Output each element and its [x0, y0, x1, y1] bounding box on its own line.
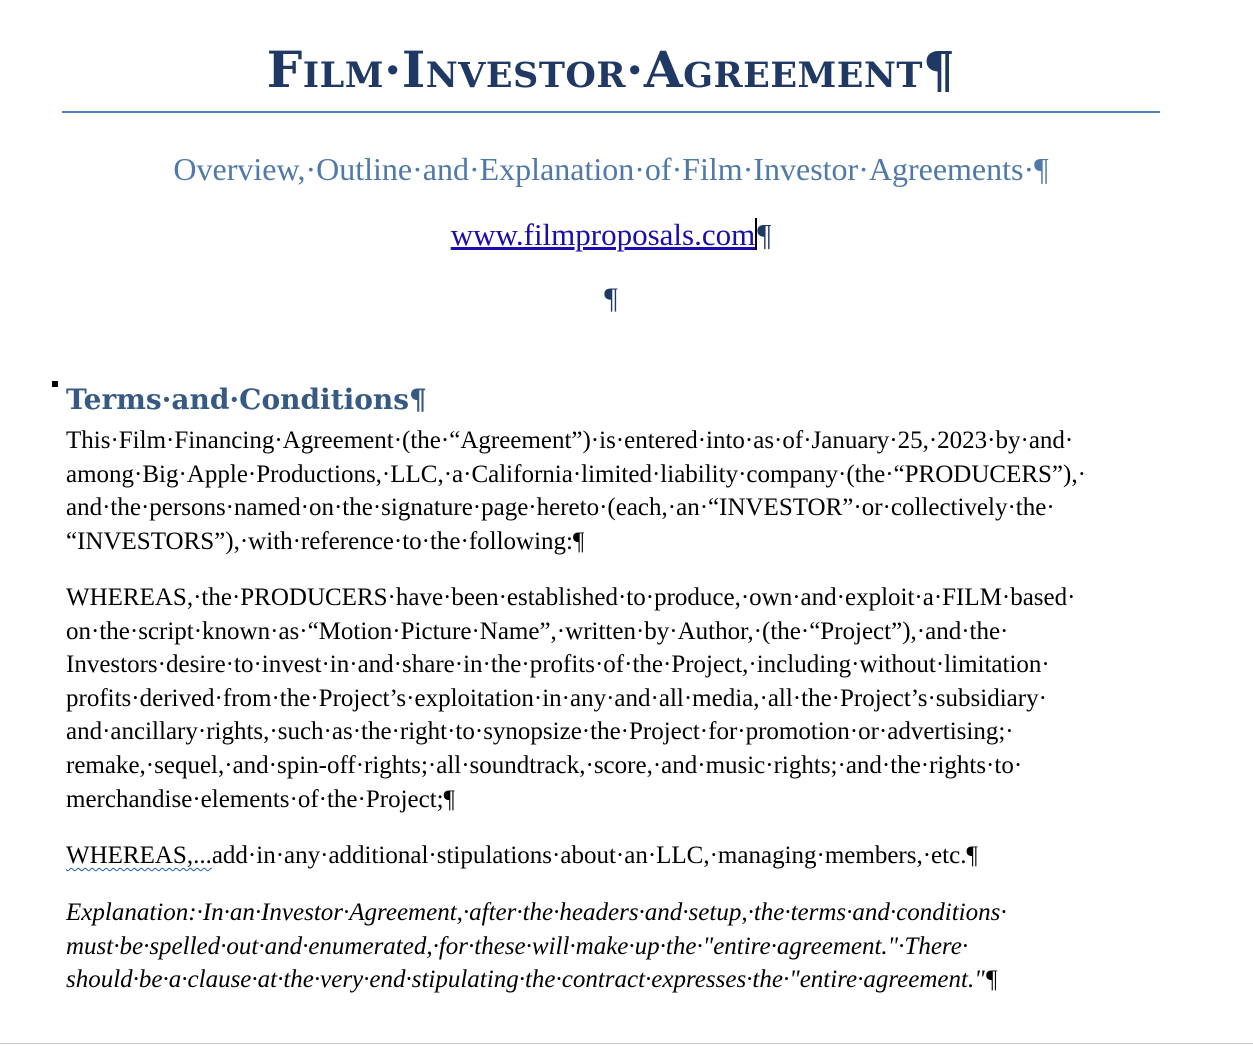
website-line: [62, 216, 1160, 254]
paragraph-whereas-producers: WHEREAS,·the·PRODUCERS·have·been·established·to·produce,·own·and·exploit·a·FILM·based· on·the·script·known·as·“Motion·Picture·Name”,·written·by·Author,·(the·“Project”),·and·the· Investors·desire·to·invest·in·and·share·in·the·profits·of·the·Project,·including·without·limitation· profits·derived·from·the·Project’s·exploitation·in·any·and·all·media,·all·the·Project’s·subsidiary· and·ancillary·rights,·such·as·the·right·to·synopsize·the·Project·for·promotion·or·advertising;· remake,·sequel,·and·spin-off·rights;·all·soundtrack,·score,·and·music·rights;·and·the·rights·to· merchandise·elements·of·the·Project;¶: [66, 584, 1076, 813]
title-underline-rule: [62, 111, 1160, 113]
section-heading: Terms·and·Conditions¶: [66, 383, 427, 416]
paragraph-explanation: Explanation:·In·an·Investor·Agreement,·after·the·headers·and·setup,·the·terms·and·conditions· must·be·spelled·out·and·enumerated,·for·these·will·make·up·the·"entire·agreement."·There· should·be·a·clause·at·the·very·end·stipulating·the·contract·expresses·the·"entire·agreement."¶: [66, 899, 1007, 994]
website-link[interactable]: www.filmproposals.com: [450, 217, 756, 252]
document-subtitle: Overview,·Outline·and·Explanation·of·Film·Investor·Agreements·¶: [173, 151, 1049, 187]
paragraph-whereas-llc-text: add·in·any·additional·stipulations·about·an·LLC,·managing·members,·etc.¶: [211, 842, 978, 869]
title-text: Film·Investor·Agreement: [266, 40, 923, 99]
paragraph-whereas-llc: [66, 839, 1166, 873]
title-pilcrow: ¶: [922, 40, 956, 99]
page-bottom-edge: [0, 1043, 1253, 1044]
empty-paragraph-mark: ¶: [604, 282, 618, 315]
document-title: [62, 36, 1160, 104]
spellcheck-flagged-text[interactable]: WHEREAS,...: [66, 842, 212, 869]
paragraph-agreement-intro: This·Film·Financing·Agreement·(the·“Agreement”)·is·entered·into·as·of·January·25,·2023·by·and· among·Big·Apple·Productions,·LLC,·a·California·limited·liability·company·(the·“PRODUCERS”),· and·the·persons·named·on·the·signature·page·hereto·(each,·an·“INVESTOR”·or·collectively·the· “INVESTORS”),·with·reference·to·the·following:¶: [66, 427, 1086, 555]
paragraph-anchor-marker: [52, 381, 58, 387]
website-pilcrow: ¶: [757, 217, 772, 252]
